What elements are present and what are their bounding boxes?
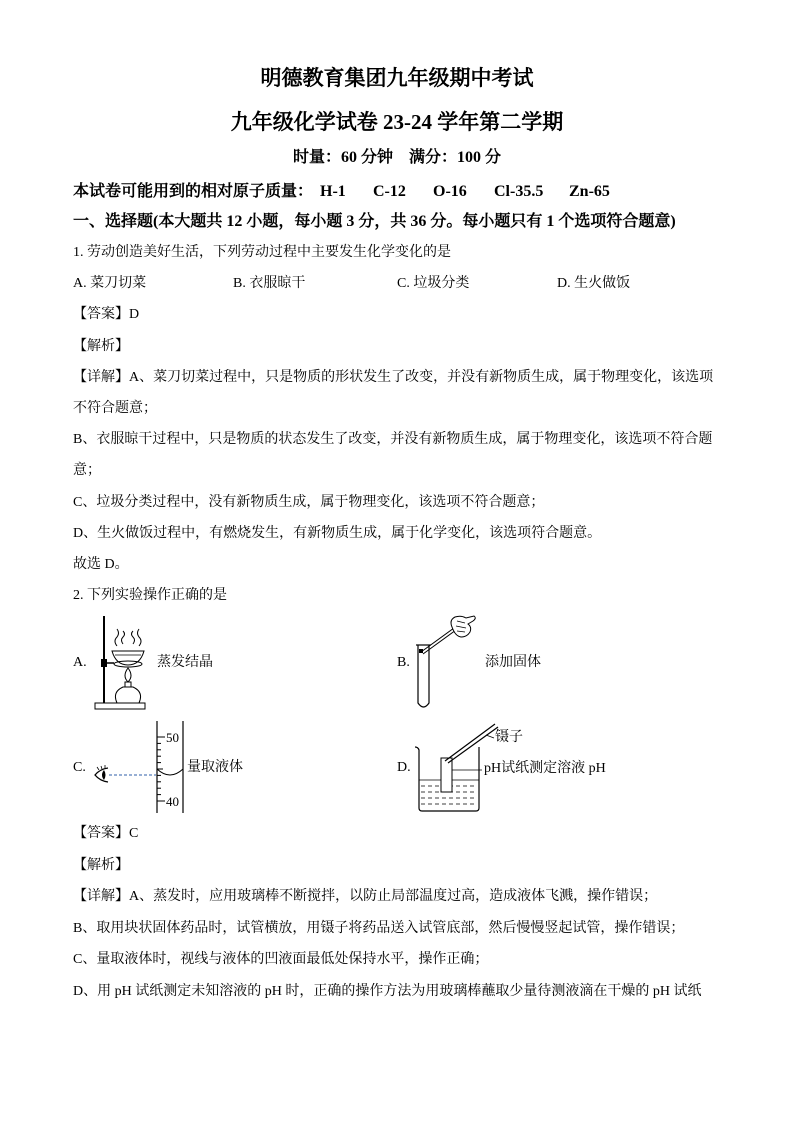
scale-ticks: [157, 737, 165, 801]
answer-value: C: [129, 826, 139, 841]
clamp-boss: [101, 659, 107, 667]
figure-caption: 量取液体: [187, 760, 243, 775]
detail-line: 不符合题意；: [73, 401, 157, 416]
atomic-mass-item: H-1: [320, 183, 346, 200]
solid-block: [419, 649, 423, 653]
answer-tag: 【答案】: [73, 826, 129, 841]
exam-time-info: 时量：60 分钟 满分：100 分: [292, 149, 501, 166]
atomic-mass-item: C-12: [373, 183, 406, 200]
answer-line: [73, 305, 139, 325]
analysis-tag: 【解析】: [73, 339, 129, 354]
tweezers-label: 镊子: [495, 730, 523, 745]
meniscus: [157, 769, 183, 775]
tweezers-leader: [486, 735, 494, 738]
answer-value: D: [129, 307, 140, 322]
iron-stand-base: [95, 703, 145, 709]
detail-line: B、衣服晾干过程中，只是物质的状态发生了改变，并没有新物质生成，属于物理变化，该选项不符合题: [73, 432, 713, 447]
detail-line: C、垃圾分类过程中，没有新物质生成，属于物理变化，该选项不符合题意；: [73, 495, 545, 510]
lamp-wick-holder: [125, 682, 131, 687]
detail-line: 【详解】A、蒸发时，应用玻璃棒不断搅拌，以防止局部温度过高，造成液体飞溅，操作错误；: [73, 889, 658, 904]
tweezers: [421, 628, 456, 654]
answer-tag: 【答案】: [73, 307, 129, 322]
steam-lines: [115, 629, 141, 646]
option-a: A. 菜刀切菜: [73, 276, 147, 291]
detail-line: 意；: [73, 463, 101, 478]
scale-label-top: 50: [166, 730, 179, 745]
detail-line: 故选 D。: [73, 557, 129, 572]
measuring-cylinder-figure: [90, 718, 186, 816]
ph-paper-strip: [441, 758, 452, 792]
option-d: D. 生火做饭: [557, 276, 631, 291]
atomic-mass-item: Zn-65: [569, 183, 610, 200]
exam-title: 明德教育集团九年级期中考试: [260, 66, 534, 90]
option-d-letter: D.: [397, 760, 411, 775]
analysis-tag: 【解析】: [73, 858, 129, 873]
eye-icon: [95, 765, 108, 782]
atomic-mass-label: 本试卷可能用到的相对原子质量：: [73, 183, 314, 200]
evaporating-dish: [112, 651, 144, 665]
atomic-mass-item: Cl-35.5: [494, 183, 544, 200]
scale-label-bottom: 40: [166, 794, 179, 809]
question-stem: 1. 劳动创造美好生活，下列劳动过程中主要发生化学变化的是: [73, 245, 451, 260]
option-a-letter: A.: [73, 655, 87, 670]
evaporation-figure: [88, 612, 158, 716]
option-b-letter: B.: [397, 655, 410, 670]
detail-line: 【详解】A、菜刀切菜过程中，只是物质的形状发生了改变，并没有新物质生成，属于物理变化，该选项: [73, 370, 714, 385]
answer-line: [73, 824, 138, 844]
detail-line: C、量取液体时，视线与液体的凹液面最低处保持水平，操作正确；: [73, 952, 489, 967]
figure-caption: pH试纸测定溶液 pH: [484, 761, 606, 776]
add-solid-figure: [405, 612, 479, 714]
option-b: B. 衣服晾干: [233, 276, 306, 291]
detail-line: D、用 pH 试纸测定未知溶液的 pH 时，正确的操作方法为用玻璃棒蘸取少量待测液滴在干燥的 pH 试纸: [73, 984, 702, 999]
option-c: C. 垃圾分类: [397, 276, 470, 291]
figure-caption: 蒸发结晶: [157, 655, 213, 670]
section-title: 一、选择题(本大题共 12 小题，每小题 3 分，共 36 分。每小题只有 1 个选项符合题意): [73, 213, 676, 230]
figure-caption: 添加固体: [485, 655, 541, 670]
tweezers: [445, 724, 498, 763]
detail-line: D、生火做饭过程中，有燃烧发生，有新物质生成，属于化学变化，该选项符合题意。: [73, 526, 602, 541]
option-c-letter: C.: [73, 760, 86, 775]
lamp-flame: [125, 668, 131, 682]
exam-subtitle: 九年级化学试卷 23-24 学年第二学期: [230, 110, 564, 134]
detail-line: B、取用块状固体药品时，试管横放，用镊子将药品送入试管底部，然后慢慢竖起试管，操作错误；: [73, 921, 685, 936]
hand: [451, 616, 475, 637]
question-stem: 2. 下列实验操作正确的是: [73, 588, 227, 603]
test-tube: [418, 645, 429, 707]
alcohol-lamp: [115, 687, 140, 703]
atomic-mass-item: O-16: [433, 183, 467, 200]
